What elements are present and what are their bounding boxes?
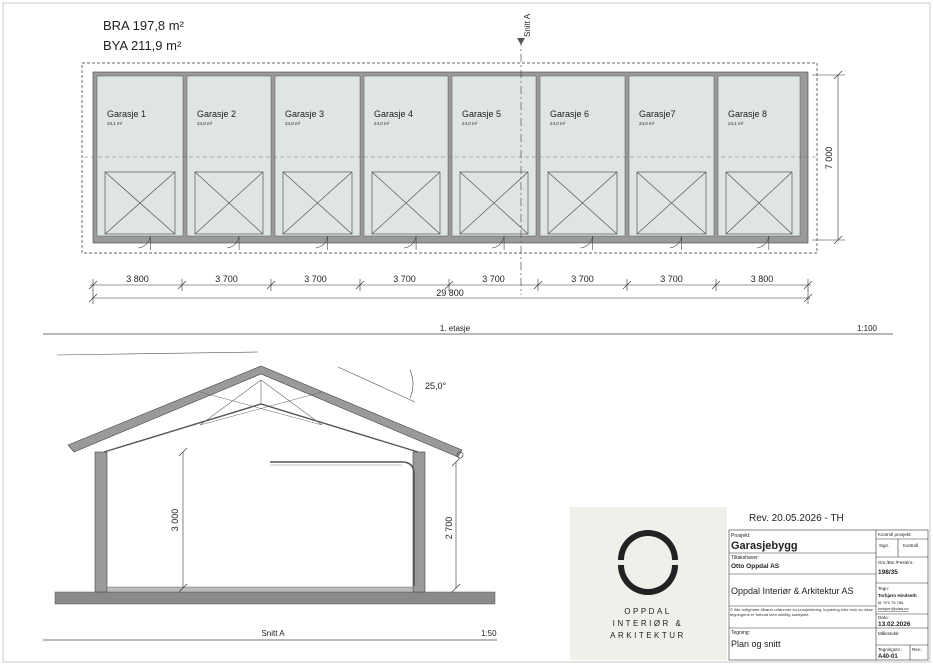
- section-left-wall: [95, 452, 107, 592]
- garage-area: 24,0 m²: [285, 121, 301, 126]
- section-floor: [107, 587, 413, 592]
- garage-bay: [97, 76, 183, 250]
- pitch-arc: [410, 370, 413, 398]
- section-marker: Snitt A: [523, 13, 532, 37]
- garage-bay: [718, 76, 800, 250]
- drawno-label: Tegningsnr.:: [878, 647, 903, 652]
- garage-bay: [540, 76, 625, 250]
- drawn-by: Torbjørn Hindseth: [878, 593, 917, 598]
- garage-name: Garasje 6: [550, 109, 590, 119]
- plan-scale: 1:100: [856, 324, 877, 333]
- date-value: 13.02.2026: [878, 621, 911, 628]
- garage-door-track: [270, 462, 414, 586]
- ctrl-label: Kontroll prosjekt:: [878, 532, 912, 537]
- revision-note: Rev. 20.05.2026 - TH: [749, 513, 844, 524]
- bay-dim-label: 3 700: [660, 274, 683, 284]
- gnr-label: Gnr./Bnr./Festenr.:: [878, 560, 915, 565]
- garage-name: Garasje7: [639, 109, 676, 119]
- garage-floor: [364, 76, 448, 236]
- garage-bay: [364, 76, 448, 250]
- bya-label: BYA 211,9 m²: [103, 38, 182, 53]
- plan-title: 1. etasje: [439, 324, 471, 333]
- bay-dim-label: 3 700: [482, 274, 505, 284]
- garage-name: Garasje 3: [285, 109, 325, 119]
- garage-area: 24,1 m²: [107, 121, 123, 126]
- drawing-label: Tegning:: [731, 630, 750, 636]
- drawn-label: Tegn:: [878, 586, 890, 591]
- garage-name: Garasje 2: [197, 109, 237, 119]
- garage-area: 24,0 m²: [374, 121, 390, 126]
- garage-name: Garasje 4: [374, 109, 414, 119]
- garage-area: 24,0 m²: [462, 121, 478, 126]
- garage-bay: [629, 76, 714, 250]
- section-scale: 1:50: [481, 629, 497, 638]
- garage-floor: [540, 76, 625, 236]
- logo-line3: ARKITEKTUR: [610, 631, 686, 640]
- logo-line2: INTERIØR &: [612, 619, 684, 628]
- garage-area: 24,0 m²: [639, 121, 655, 126]
- garage-area: 24,0 m²: [197, 121, 213, 126]
- bay-dim-label: 3 700: [571, 274, 594, 284]
- gnr-value: 198/35: [878, 569, 898, 576]
- garage-floor: [275, 76, 360, 236]
- section-drawing: [43, 352, 497, 640]
- bay-dim-label: 3 800: [126, 274, 149, 284]
- scale-label: Målestokk:: [878, 631, 900, 636]
- copyright-disclaimer: © Alle rettigheter tilhører utførende for prosjektering, kopiering eller bruk av disse tegningene er forbudt uten skriftlig samtykke.: [730, 607, 874, 617]
- bay-dim-label: 3 800: [750, 274, 774, 284]
- client-name: Otto Oppdal AS: [731, 563, 780, 570]
- drawno-value: A40-01: [878, 654, 898, 660]
- project-name: Garasjebygg: [731, 540, 798, 552]
- height-right-label: 2 700: [444, 516, 454, 540]
- section-ground: [55, 592, 495, 604]
- depth-dim-label: 7 000: [824, 146, 834, 170]
- date-label: Dato:: [878, 615, 889, 620]
- section-roof: [68, 366, 462, 457]
- bra-label: BRA 197,8 m²: [103, 18, 184, 33]
- floor-plan: [43, 13, 893, 334]
- kontroll-label: Kontroll: [903, 543, 919, 548]
- title-block: [570, 507, 928, 660]
- garage-bay: [187, 76, 271, 250]
- bay-dim-label: 3 700: [304, 274, 327, 284]
- sign-label: Sign.: [879, 543, 890, 548]
- garage-name: Garasje 1: [107, 109, 147, 119]
- roof-pitch-label: 25,0°: [425, 381, 447, 391]
- garage-floor: [97, 76, 183, 236]
- garage-area: 24,0 m²: [550, 121, 566, 126]
- total-dim-label: 29 800: [436, 288, 464, 298]
- section-title: Snitt A: [261, 629, 285, 638]
- garage-area: 24,1 m²: [728, 121, 744, 126]
- office-name: Oppdal Interiør & Arkitektur AS: [731, 586, 854, 596]
- client-label: Tiltakshaver:: [731, 555, 760, 561]
- bay-dim-label: 3 700: [215, 274, 238, 284]
- garage-floor: [452, 76, 536, 236]
- garage-floor: [629, 76, 714, 236]
- garage-floor: [718, 76, 800, 236]
- logo-line1: OPPDAL: [624, 607, 672, 616]
- drawing-name: Plan og snitt: [731, 639, 781, 649]
- garage-bay: [275, 76, 360, 250]
- garage-floor: [187, 76, 271, 236]
- garage-bay: [452, 76, 536, 250]
- garage-name: Garasje 8: [728, 109, 768, 119]
- drawn-phone: tlf. 970 75 786: [878, 600, 904, 605]
- height-left-label: 3 000: [170, 508, 180, 532]
- project-label: Prosjekt:: [731, 533, 751, 539]
- section-arrow-icon: [517, 38, 525, 45]
- garage-name: Garasje 5: [462, 109, 502, 119]
- bay-dim-label: 3 700: [393, 274, 416, 284]
- rev-label: Rev.:: [912, 647, 923, 652]
- drawn-email[interactable]: torbjorn@oiaa.no: [878, 606, 909, 611]
